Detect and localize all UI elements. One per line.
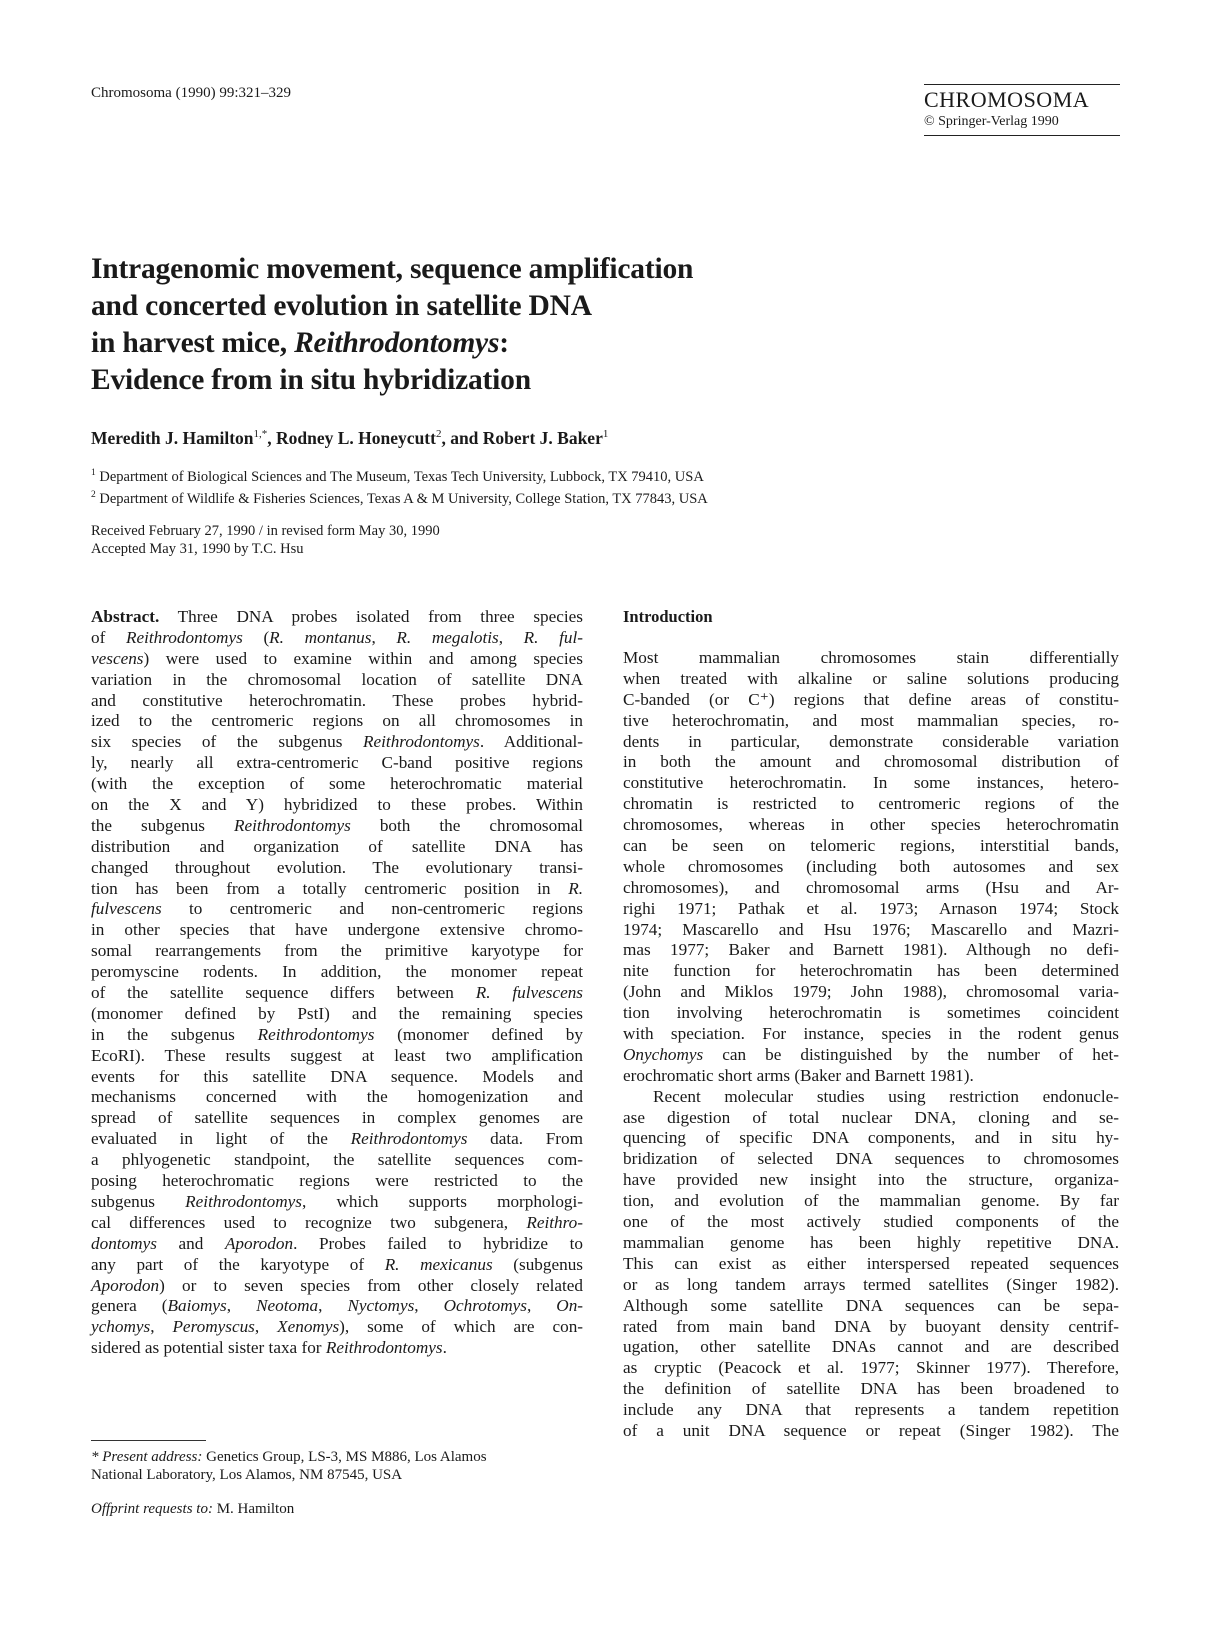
abstract-line: on the X and Y) hybridized to these probes. Within xyxy=(91,795,583,815)
abstract-line: genera (Baiomys, Neotoma, Nyctomys, Ochrotomys, On- xyxy=(91,1296,584,1316)
author-affil-mark: 1,* xyxy=(253,428,268,441)
intro-line: in both the amount and chromosomal distribution of xyxy=(623,752,1119,772)
abstract-line: ly, nearly all extra-centromeric C-band positive regions xyxy=(91,753,583,773)
intro-line: 1974; Mascarello and Hsu 1976; Mascarello and Mazri- xyxy=(623,919,1119,939)
author-affil-mark: 1 xyxy=(602,428,609,441)
intro-line: C-banded (or C⁺) regions that define areas of constitu- xyxy=(623,689,1119,709)
section-heading: Introduction xyxy=(623,607,713,626)
intro-line: tion involving heterochromatin is sometimes coincident xyxy=(623,1003,1119,1023)
abstract-line: Aporodon) or to seven species from other closely related xyxy=(91,1275,583,1295)
abstract-line: posing heterochromatic regions were restricted to the xyxy=(91,1171,583,1191)
abstract-line: in the subgenus Reithrodontomys (monomer defined by xyxy=(91,1024,583,1044)
intro-line: ugation, other satellite DNAs cannot and are described xyxy=(623,1337,1119,1357)
intro-line: This can exist as either interspersed repeated sequences xyxy=(623,1253,1119,1273)
intro-line: one of the most actively studied components of the xyxy=(623,1212,1119,1232)
intro-line: (John and Miklos 1979; John 1988), chromosomal varia- xyxy=(623,982,1119,1002)
abstract-line: tion has been from a totally centromeric position in R. xyxy=(91,878,583,898)
intro-line: include any DNA that represents a tandem repetition xyxy=(623,1400,1119,1420)
footnote-divider xyxy=(91,1440,206,1441)
author-name: Meredith J. Hamilton xyxy=(91,428,254,448)
journal-name: CHROMOSOMA xyxy=(924,87,1090,112)
intro-line: dents in particular, demonstrate considerable variation xyxy=(623,731,1119,751)
intro-line: chromatin is restricted to centromeric regions of the xyxy=(623,794,1119,814)
dates xyxy=(91,522,440,558)
journal-block xyxy=(924,84,1120,136)
footnote-text: Genetics Group, LS-3, MS M886, Los Alamos xyxy=(202,1449,487,1465)
abstract-line: the subgenus Reithrodontomys both the chromosomal xyxy=(91,815,583,835)
intro-line: chromosomes, whereas in other species heterochromatin xyxy=(623,815,1119,835)
intro-line: Most mammalian chromosomes stain differentially xyxy=(623,648,1119,667)
intro-line: erochromatic short arms (Baker and Barnett 1981). xyxy=(623,1065,974,1085)
intro-line: with speciation. For instance, species in the rodent genus xyxy=(623,1024,1119,1044)
intro-line: righi 1971; Pathak et al. 1973; Arnason 1974; Stock xyxy=(623,898,1119,918)
abstract-line: somal rearrangements from the primitive karyotype for xyxy=(91,941,583,961)
abstract-line: (with the exception of some heterochromatic material xyxy=(91,774,583,794)
abstract-line: vescens) were used to examine within and among species xyxy=(91,648,583,668)
intro-line: have provided new insight into the structure, organiza- xyxy=(623,1170,1119,1190)
abstract-line: dontomys and Aporodon. Probes failed to hybridize to xyxy=(91,1233,583,1253)
intro-line: mammalian genome has been highly repetitive DNA. xyxy=(623,1232,1119,1252)
running-head: Chromosoma (1990) 99:321–329 xyxy=(91,85,291,101)
abstract-line: subgenus Reithrodontomys, which supports morphologi- xyxy=(91,1191,584,1211)
affiliations xyxy=(91,464,708,508)
intro-line: ase digestion of total nuclear DNA, cloning and se- xyxy=(623,1107,1119,1127)
abstract-line: sidered as potential sister taxa for Reithrodontomys. xyxy=(91,1338,447,1358)
affiliation xyxy=(91,464,708,486)
intro-line: can be seen on telomeric regions, interstitial bands, xyxy=(623,836,1119,856)
intro-line: when treated with alkaline or saline solutions producing xyxy=(623,668,1119,688)
author-name: , Rodney L. Honeycutt xyxy=(267,428,436,448)
footnote-label: * Present address: xyxy=(91,1449,203,1465)
abstract-line: of Reithrodontomys (R. montanus, R. megalotis, R. ful- xyxy=(91,627,583,647)
abstract-line: EcoRI). These results suggest at least two amplification xyxy=(91,1045,583,1065)
intro-line: bridization of selected DNA sequences to chromosomes xyxy=(623,1149,1119,1169)
introduction xyxy=(623,607,1119,1442)
abstract-line: ychomys, Peromyscus, Xenomys), some of which are con- xyxy=(91,1317,584,1337)
author-name: , and Robert J. Baker xyxy=(441,428,603,448)
received-date: Received February 27, 1990 / in revised form May 30, 1990 xyxy=(91,523,440,539)
title-line xyxy=(91,325,851,362)
abstract-line: Abstract. Three DNA probes isolated from three species xyxy=(91,607,583,626)
abstract-line: distribution and organization of satellite DNA has xyxy=(91,836,583,856)
affiliation-text: Department of Wildlife & Fisheries Sciences, Texas A & M University, College Station, TX 77843, USA xyxy=(95,490,708,507)
intro-line: whole chromosomes (including both autosomes and sex xyxy=(623,856,1119,876)
abstract-line: cal differences used to recognize two subgenera, Reithro- xyxy=(91,1212,583,1232)
title-line: Evidence from in situ hybridization xyxy=(91,364,531,396)
affiliation-mark: 1 xyxy=(91,468,96,478)
affiliation-mark: 2 xyxy=(91,489,96,500)
title-colon: : xyxy=(499,327,509,359)
intro-line: Although some satellite DNA sequences can be sepa- xyxy=(623,1295,1119,1315)
abstract-line: ized to the centromeric regions on all chromosomes in xyxy=(91,711,583,731)
abstract-line: fulvescens to centromeric and non-centromeric regions xyxy=(91,899,583,919)
intro-line: as cryptic (Peacock et al. 1977; Skinner 1977). Therefore, xyxy=(623,1358,1119,1378)
footnote-line xyxy=(91,1448,591,1466)
abstract-line: events for this satellite DNA sequence. Models and xyxy=(91,1066,583,1086)
intro-line: mas 1977; Baker and Barnett 1981). Although no defi- xyxy=(623,940,1119,960)
intro-line: chromosomes), and chromosomal arms (Hsu and Ar- xyxy=(623,877,1119,897)
intro-line: constitutive heterochromatin. In some instances, hetero- xyxy=(623,773,1119,793)
footnote-line: National Laboratory, Los Alamos, NM 87545, USA xyxy=(91,1467,403,1483)
abstract-line: spread of satellite sequences in complex genomes are xyxy=(91,1108,583,1128)
abstract-line: six species of the subgenus Reithrodontomys. Additional- xyxy=(91,732,584,752)
intro-line: tion, and evolution of the mammalian genome. By far xyxy=(623,1191,1119,1211)
abstract-line: of the satellite sequence differs between R. fulvescens xyxy=(91,983,583,1003)
intro-line: the definition of satellite DNA has been broadened to xyxy=(623,1379,1119,1399)
title-line-text: in harvest mice, xyxy=(91,327,295,359)
abstract-line: a phlyogenetic standpoint, the satellite sequences com- xyxy=(91,1150,583,1170)
intro-line: rated from main band DNA by buoyant density centrif- xyxy=(623,1316,1119,1336)
title-genus: Reithrodontomys xyxy=(294,327,500,359)
offprint-text: M. Hamilton xyxy=(212,1501,295,1517)
title-line: and concerted evolution in satellite DNA xyxy=(91,290,592,322)
intro-line: nite function for heterochromatin has been determined xyxy=(623,961,1119,981)
intro-line: Onychomys can be distinguished by the number of het- xyxy=(623,1044,1119,1064)
abstract-line: changed throughout evolution. The evolutionary transi- xyxy=(91,857,583,877)
abstract-line: mechanisms concerned with the homogenization and xyxy=(91,1087,583,1107)
offprint-requests xyxy=(91,1500,294,1518)
abstract-line: evaluated in light of the Reithrodontomys data. From xyxy=(91,1129,583,1149)
abstract-line: variation in the chromosomal location of satellite DNA xyxy=(91,669,583,689)
footnote-present-address xyxy=(91,1448,591,1484)
title-line: Intragenomic movement, sequence amplification xyxy=(91,253,694,285)
intro-line: or as long tandem arrays termed satellites (Singer 1982). xyxy=(623,1274,1119,1294)
abstract-line: in other species that have undergone extensive chromo- xyxy=(91,920,583,940)
abstract-line: (monomer defined by PstI) and the remaining species xyxy=(91,1003,583,1023)
paper-title xyxy=(91,251,851,399)
author-affil-mark: 2 xyxy=(435,428,442,441)
intro-line: quencing of specific DNA components, and in situ hy- xyxy=(623,1128,1119,1148)
accepted-date: Accepted May 31, 1990 by T.C. Hsu xyxy=(91,541,304,557)
abstract xyxy=(91,607,583,1359)
affiliation-text: Department of Biological Sciences and The Museum, Texas Tech University, Lubbock, TX 79410, USA xyxy=(95,468,704,485)
journal-copyright: © Springer-Verlag 1990 xyxy=(924,114,1059,129)
authors xyxy=(91,428,608,449)
abstract-label: Abstract. xyxy=(91,607,160,626)
intro-line: tive heterochromatin, and most mammalian species, ro- xyxy=(623,710,1119,730)
offprint-label: Offprint requests to: xyxy=(91,1501,213,1517)
abstract-line: and constitutive heterochromatin. These probes hybrid- xyxy=(91,690,583,710)
affiliation xyxy=(91,486,708,508)
abstract-line: any part of the karyotype of R. mexicanus (subgenus xyxy=(91,1254,584,1274)
intro-line: Recent molecular studies using restriction endonucle- xyxy=(653,1086,1119,1106)
intro-line: of a unit DNA sequence or repeat (Singer 1982). The xyxy=(623,1420,1119,1440)
abstract-line: peromyscine rodents. In addition, the monomer repeat xyxy=(91,962,583,982)
